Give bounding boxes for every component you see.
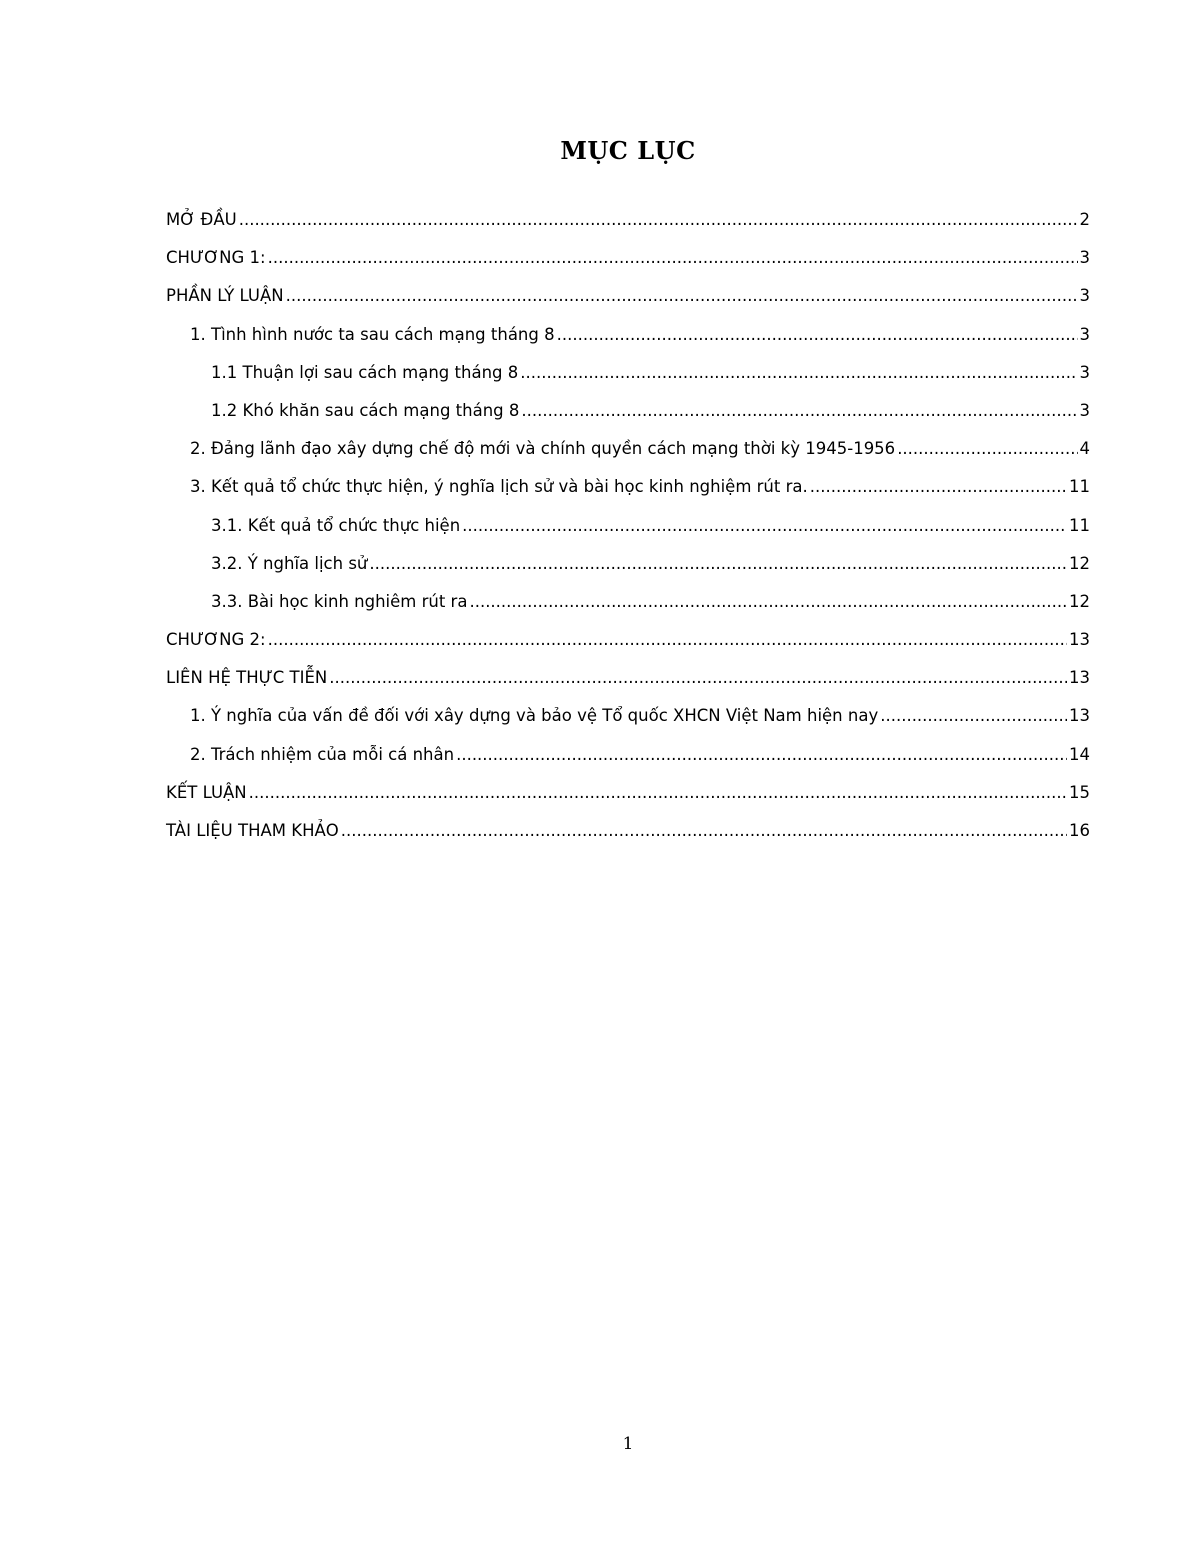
toc-entry-page-number[interactable]: 2 — [1079, 210, 1090, 229]
toc-entry-page-number[interactable]: 13 — [1069, 630, 1090, 650]
dot-leader — [341, 821, 1067, 840]
toc-entry-page-number[interactable]: 3 — [1079, 400, 1090, 420]
toc-entry[interactable] — [166, 706, 1090, 744]
toc-entry-page-number[interactable]: 12 — [1069, 553, 1090, 573]
dot-leader — [329, 668, 1067, 687]
dot-leader — [239, 210, 1078, 229]
page-number: 1 — [622, 1434, 634, 1454]
dot-leader — [897, 439, 1077, 458]
toc-entry-label[interactable]: PHẦN LÝ LUẬN — [166, 286, 284, 306]
toc-entry-label[interactable]: 2. Trách nhiệm của mỗi cá nhân — [190, 744, 455, 764]
toc-entry-label[interactable]: 3.2. Ý nghĩa lịch sử — [211, 553, 368, 573]
dot-leader — [249, 783, 1067, 802]
dot-leader — [520, 363, 1077, 382]
toc-entry-page-number[interactable]: 3 — [1079, 286, 1090, 306]
dot-leader — [810, 477, 1067, 496]
toc-entry[interactable] — [166, 592, 1090, 630]
dot-leader — [286, 286, 1078, 305]
toc-entry-page-number[interactable]: 12 — [1069, 591, 1090, 611]
dot-leader — [462, 516, 1067, 535]
toc-entry-label[interactable]: 1. Ý nghĩa của vấn đề đối với xây dựng và bảo vệ Tổ quốc XHCN Việt Nam hiện nay — [190, 706, 879, 726]
toc-entry-page-number[interactable]: 13 — [1069, 668, 1090, 688]
toc-entry-label[interactable]: KẾT LUẬN — [166, 782, 247, 802]
toc-entry-label[interactable]: CHƯƠNG 1: — [166, 248, 266, 268]
table-of-contents — [166, 210, 1090, 859]
toc-entry-label[interactable]: CHƯƠNG 2: — [166, 630, 266, 650]
toc-entry-page-number[interactable]: 3 — [1079, 362, 1090, 382]
toc-entry-page-number[interactable]: 4 — [1079, 439, 1090, 459]
toc-entry-page-number[interactable]: 14 — [1069, 744, 1090, 764]
toc-entry-label[interactable]: 1.2 Khó khăn sau cách mạng tháng 8 — [211, 400, 520, 420]
toc-entry[interactable] — [166, 325, 1090, 363]
dot-leader — [456, 745, 1067, 764]
toc-entry[interactable] — [166, 363, 1090, 401]
toc-entry-page-number[interactable]: 11 — [1069, 477, 1090, 497]
toc-entry[interactable] — [166, 401, 1090, 439]
dot-leader — [880, 706, 1067, 725]
toc-heading: MỤC LỤC — [560, 136, 696, 165]
dot-leader — [268, 630, 1067, 649]
toc-entry-page-number[interactable]: 11 — [1069, 515, 1090, 535]
toc-entry-page-number[interactable]: 13 — [1069, 706, 1090, 726]
toc-entry-page-number[interactable]: 3 — [1079, 248, 1090, 268]
toc-entry-label[interactable]: TÀI LIỆU THAM KHẢO — [166, 821, 339, 840]
dot-leader — [557, 325, 1078, 344]
toc-entry[interactable] — [166, 630, 1090, 668]
toc-entry-label[interactable]: 1.1 Thuận lợi sau cách mạng tháng 8 — [211, 362, 519, 382]
toc-entry[interactable] — [166, 516, 1090, 554]
toc-entry-page-number[interactable]: 15 — [1069, 782, 1090, 802]
toc-entry-label[interactable]: 3. Kết quả tổ chức thực hiện, ý nghĩa lịch sử và bài học kinh nghiệm rút ra. — [190, 477, 808, 497]
toc-entry[interactable] — [166, 210, 1090, 248]
toc-entry[interactable] — [166, 745, 1090, 783]
dot-leader — [521, 401, 1077, 420]
toc-entry[interactable] — [166, 668, 1090, 706]
dot-leader — [469, 592, 1067, 611]
toc-entry-label[interactable]: 2. Đảng lãnh đạo xây dựng chế độ mới và chính quyền cách mạng thời kỳ 1945-1956 — [190, 439, 896, 459]
dot-leader — [268, 248, 1078, 267]
toc-entry-label[interactable]: LIÊN HỆ THỰC TIỄN — [166, 668, 328, 688]
toc-entry[interactable] — [166, 248, 1090, 286]
dot-leader — [369, 554, 1067, 573]
toc-entry-label[interactable]: 3.1. Kết quả tổ chức thực hiện — [211, 515, 461, 535]
toc-entry[interactable] — [166, 477, 1090, 515]
toc-entry[interactable] — [166, 439, 1090, 477]
toc-entry-page-number[interactable]: 16 — [1069, 821, 1090, 840]
toc-entry[interactable] — [166, 821, 1090, 859]
toc-entry-label[interactable]: MỞ ĐẦU — [166, 210, 237, 229]
toc-entry-page-number[interactable]: 3 — [1079, 324, 1090, 344]
toc-entry-label[interactable]: 3.3. Bài học kinh nghiêm rút ra — [211, 591, 468, 611]
toc-entry[interactable] — [166, 554, 1090, 592]
toc-entry[interactable] — [166, 286, 1090, 324]
toc-entry[interactable] — [166, 783, 1090, 821]
toc-entry-label[interactable]: 1. Tình hình nước ta sau cách mạng tháng 8 — [190, 324, 555, 344]
